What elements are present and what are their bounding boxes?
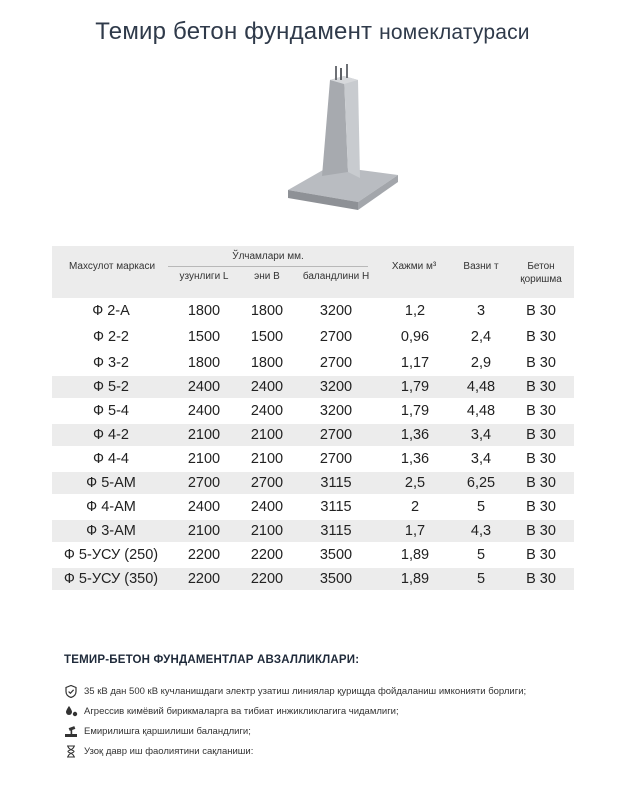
table-cell: 2400 [187,379,221,395]
table-cell: 2400 [187,403,221,419]
table-cell: 4,3 [470,523,492,539]
table-cell: 2,9 [470,355,492,371]
table-cell: 2700 [187,475,221,491]
advantage-text: Узоқ давр иш фаолиятини сақланиши: [84,745,254,757]
table-cell: 3115 [320,499,352,515]
table-cell: 6,25 [466,475,496,491]
table-cell: 1,2 [404,303,426,319]
table-cell: 3500 [319,571,353,587]
header-height: баландлини H [302,271,370,282]
table-cell: B 30 [526,475,556,491]
table-row [52,424,574,446]
table-cell: 4,48 [466,379,496,395]
table-row [52,472,574,494]
table-cell: 5 [476,499,486,515]
table-cell: 1,36 [400,451,430,467]
header-product: Махсулот маркаси [68,261,156,272]
table-cell: Ф 4-2 [92,427,129,443]
table-cell: 2700 [319,451,353,467]
table-cell: 3 [476,303,486,319]
table-cell: 3,4 [470,451,492,467]
table-cell: Ф 5-УСУ (250) [63,547,159,563]
table-cell: 2200 [187,571,221,587]
advantage-text: Агрессив кимёвий бирикмаларга ва тибиат инжикликлагига чидамлиги; [84,705,399,717]
advantage-item [64,741,604,761]
page-title [0,18,625,46]
table-cell: Ф 5-УСУ (350) [63,571,159,587]
droplet-icon [64,704,78,718]
table-cell: 1,79 [400,403,430,419]
table-row [52,568,574,590]
table-row [52,298,574,324]
table-cell: B 30 [526,379,556,395]
table-cell: Ф 5-2 [92,379,129,395]
table-cell: 1,89 [400,547,430,563]
table-row [52,324,574,350]
table-cell: 2100 [187,451,221,467]
advantages-title: ТЕМИР-БЕТОН ФУНДАМЕНТЛАР АВЗАЛЛИКЛАРИ: [64,654,360,666]
table-cell: 1,36 [400,427,430,443]
table-cell: B 30 [526,329,556,345]
table-cell: 2 [410,499,420,515]
table-cell: 2700 [319,329,353,345]
header-concrete: Бетон қоришма [520,261,562,285]
advantage-text: Емирилишга қаршилиши баландлиги; [84,725,251,737]
title-main: Темир бетон фундамент [95,18,373,45]
table-cell: B 30 [526,355,556,371]
table-cell: 2700 [319,355,353,371]
advantage-item [64,681,604,701]
table-cell: 3115 [320,475,352,491]
table-cell: 3,4 [470,427,492,443]
table-cell: 3500 [319,547,353,563]
table-row [52,542,574,568]
table-cell: 1800 [187,303,221,319]
header-dimensions: Ўлчамлари мм. [232,251,304,262]
table-cell: Ф 4-4 [92,451,129,467]
advantage-item [64,701,604,721]
table-cell: Ф 5-4 [92,403,129,419]
table-cell: B 30 [526,451,556,467]
table-cell: Ф 3-АМ [86,523,136,539]
table-cell: 2700 [250,475,284,491]
title-tail: номеклатураси [379,21,530,44]
table-body [52,298,574,590]
table-cell: 2100 [187,427,221,443]
table-cell: 1500 [187,329,221,345]
table-cell: B 30 [526,427,556,443]
table-row [52,520,574,542]
dimensions-divider [168,266,368,267]
table-cell: 1,89 [400,571,430,587]
table-cell: 3200 [319,379,353,395]
table-cell: 2200 [187,547,221,563]
advantages-list [64,681,604,761]
table-cell: B 30 [526,547,556,563]
table-cell: 2,5 [404,475,426,491]
table-row [52,446,574,472]
hammer-icon [64,724,78,738]
table-cell: 2100 [187,523,221,539]
hourglass-icon [64,744,78,758]
table-cell: B 30 [526,571,556,587]
table-cell: B 30 [526,403,556,419]
foundation-image [270,60,400,235]
table-cell: 0,96 [400,329,430,345]
table-cell: 2400 [250,499,284,515]
table-row [52,398,574,424]
table-cell: B 30 [526,523,556,539]
nomenclature-table [52,246,574,590]
table-cell: 4,48 [466,403,496,419]
table-cell: 5 [476,571,486,587]
table-cell: Ф 5-АМ [86,475,136,491]
header-length: узунлиги L [179,271,229,282]
table-cell: 1,17 [400,355,430,371]
table-cell: 3200 [319,303,353,319]
table-cell: 1800 [250,355,284,371]
table-cell: 2400 [250,403,284,419]
table-cell: 5 [476,547,486,563]
table-cell: 2400 [187,499,221,515]
table-cell: 3115 [320,523,352,539]
header-volume: Хажми м³ [391,261,437,272]
table-cell: 1,7 [404,523,426,539]
table-cell: 2400 [250,379,284,395]
table-cell: 1800 [187,355,221,371]
table-cell: Ф 2-А [92,303,130,319]
advantage-text: 35 кВ дан 500 кВ кучланишдаги электр узатиш линиялар қурищда фойдаланиш имконияти борлиги; [84,685,527,697]
header-width: эни B [254,271,280,282]
table-cell: 2200 [250,547,284,563]
advantage-item [64,721,604,741]
table-cell: 1800 [250,303,284,319]
table-cell: 2100 [250,427,284,443]
table-cell: 2100 [250,523,284,539]
table-row [52,350,574,376]
table-row [52,376,574,398]
table-cell: 3200 [319,403,353,419]
table-row [52,494,574,520]
table-cell: Ф 3-2 [92,355,129,371]
table-header [52,246,574,298]
table-cell: B 30 [526,499,556,515]
table-cell: 1,79 [400,379,430,395]
table-cell: 1500 [250,329,284,345]
shield-check-icon [64,684,78,698]
table-cell: 2,4 [470,329,492,345]
table-cell: 2200 [250,571,284,587]
header-weight: Вазни т [463,261,499,272]
table-cell: 2700 [319,427,353,443]
table-cell: B 30 [526,303,556,319]
table-cell: Ф 2-2 [92,329,129,345]
table-cell: Ф 4-АМ [86,499,136,515]
table-cell: 2100 [250,451,284,467]
